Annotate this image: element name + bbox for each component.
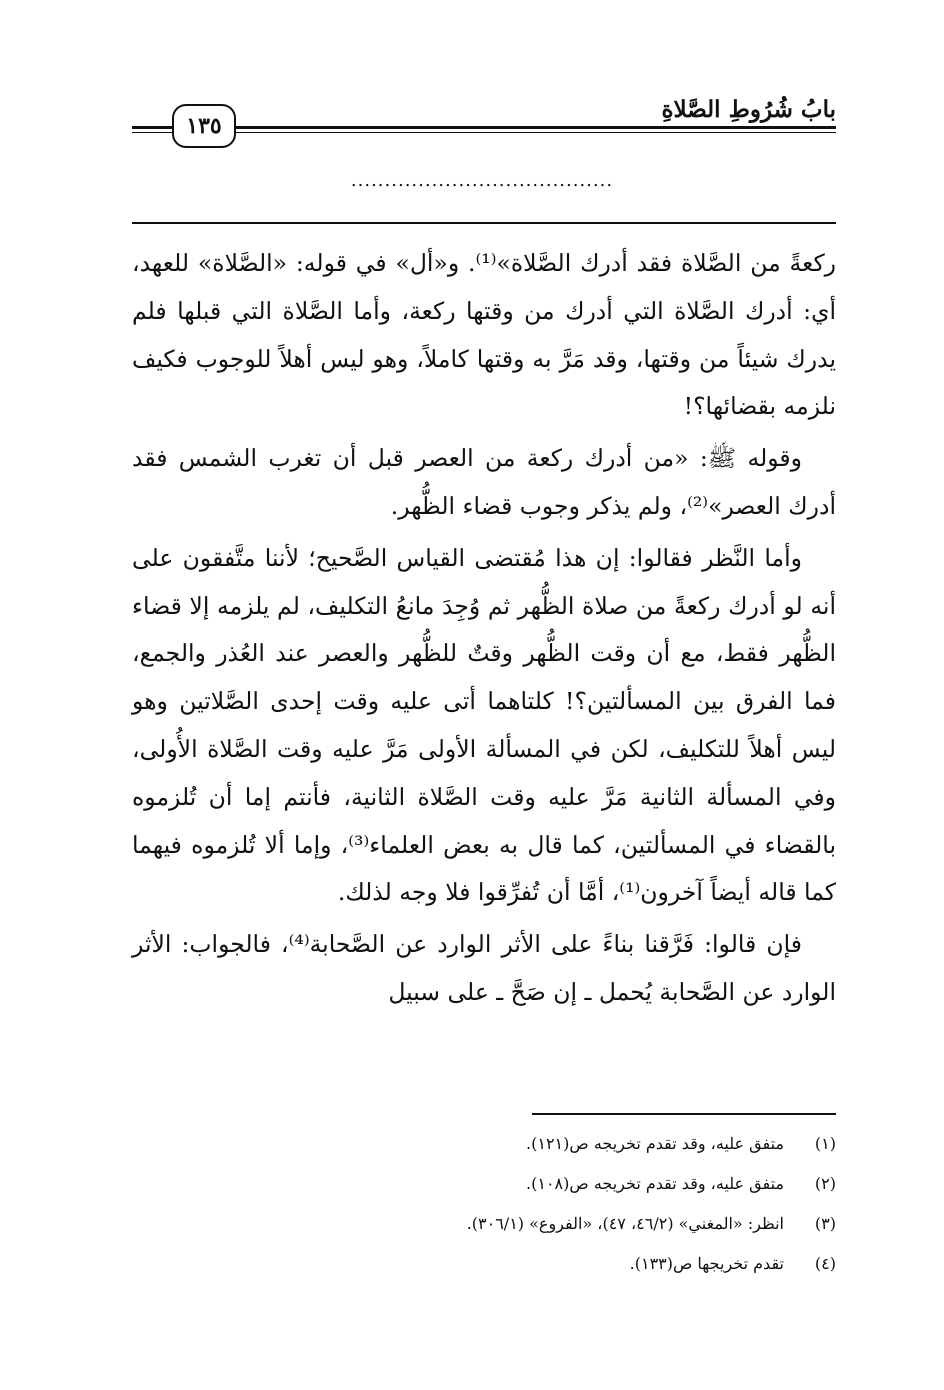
footnote-text: تقدم تخريجها ص(١٣٣). <box>629 1254 784 1273</box>
footnote-item <box>132 1244 836 1284</box>
page-number <box>172 104 236 148</box>
paragraph: ركعةً من الصَّلاة فقد أدرك الصَّلاة»⁽¹⁾. و«أل» في قوله: «الصَّلاة» للعهد، أي: أدرك الصَّلاة التي أدرك من وقتها ركعة، وأما الصَّلاة التي قبلها فلم يدرك شيئاً من وقتها، وقد مَرَّ به وقتها كاملاً، وهو ليس أهلاً للوجوب فكيف نلزمه بقضائها؟! <box>132 249 837 421</box>
footnote-text: انظر: «المغني» (٤٦/٢، ٤٧)، «الفروع» (٣٠٦/١). <box>466 1214 784 1233</box>
body-top-rule <box>132 222 836 224</box>
page-number-text: ١٣٥ <box>186 113 222 139</box>
footnotes <box>132 1124 836 1284</box>
footnote-item <box>132 1204 836 1244</box>
running-title: بابُ شُرُوطِ الصَّلاةِ <box>661 96 836 123</box>
footnote-text: متفق عليه، وقد تقدم تخريجه ص(١٢١). <box>526 1134 784 1153</box>
header-rule <box>132 126 836 133</box>
footnote-number: (١) <box>814 1134 836 1153</box>
footnote-item <box>132 1124 836 1164</box>
paragraph: وأما النَّظر فقالوا: إن هذا مُقتضى القياس الصَّحيح؛ لأننا متَّفقون على أنه لو أدرك ركعةً من صلاة الظُّهر ثم وُجِدَ مانعُ التكليف، لم يلزمه إلا قضاء الظُّهر فقط، مع أن وقت الظُّهر وقتٌ للظُّهر والعصر عند العُذر والجمع، فما الفرق بين المسألتين؟! كلتاهما أتى عليه وقت إحدى الصَّلاتين وهو ليس أهلاً للتكليف، لكن في المسألة الأولى مَرَّ عليه وقت الصَّلاة الأُولى، وفي المسألة الثانية مَرَّ عليه وقت الصَّلاة الثانية، فأنتم إما أن تُلزموه بالقضاء في المسألتين، كما قال به بعض العلماء⁽³⁾، وإما ألا تُلزموه فيهما كما قاله أيضاً آخرون⁽¹⁾، أمَّا أن تُفرِّقوا فلا وجه لذلك. <box>132 543 836 907</box>
footnote-number: (٢) <box>814 1174 836 1193</box>
footnote-number: (٣) <box>814 1214 836 1233</box>
footnote-number: (٤) <box>814 1254 836 1273</box>
dotted-divider: ....................................... <box>350 170 614 191</box>
paragraph: فإن قالوا: فَرَّقنا بناءً على الأثر الوارد عن الصَّحابة⁽⁴⁾، فالجواب: الأثر الوارد عن الصَّحابة يُحمل ـ إن صَحَّ ـ على سبيل <box>132 930 836 1006</box>
footnote-item <box>132 1164 836 1204</box>
main-text <box>132 240 836 1021</box>
paragraph: وقوله ﷺ: «من أدرك ركعة من العصر قبل أن تغرب الشمس فقد أدرك العصر»⁽²⁾، ولم يذكر وجوب قضاء الظُّهر. <box>132 444 836 520</box>
footnote-rule <box>532 1113 836 1115</box>
footnote-text: متفق عليه، وقد تقدم تخريجه ص(١٠٨). <box>526 1174 784 1193</box>
